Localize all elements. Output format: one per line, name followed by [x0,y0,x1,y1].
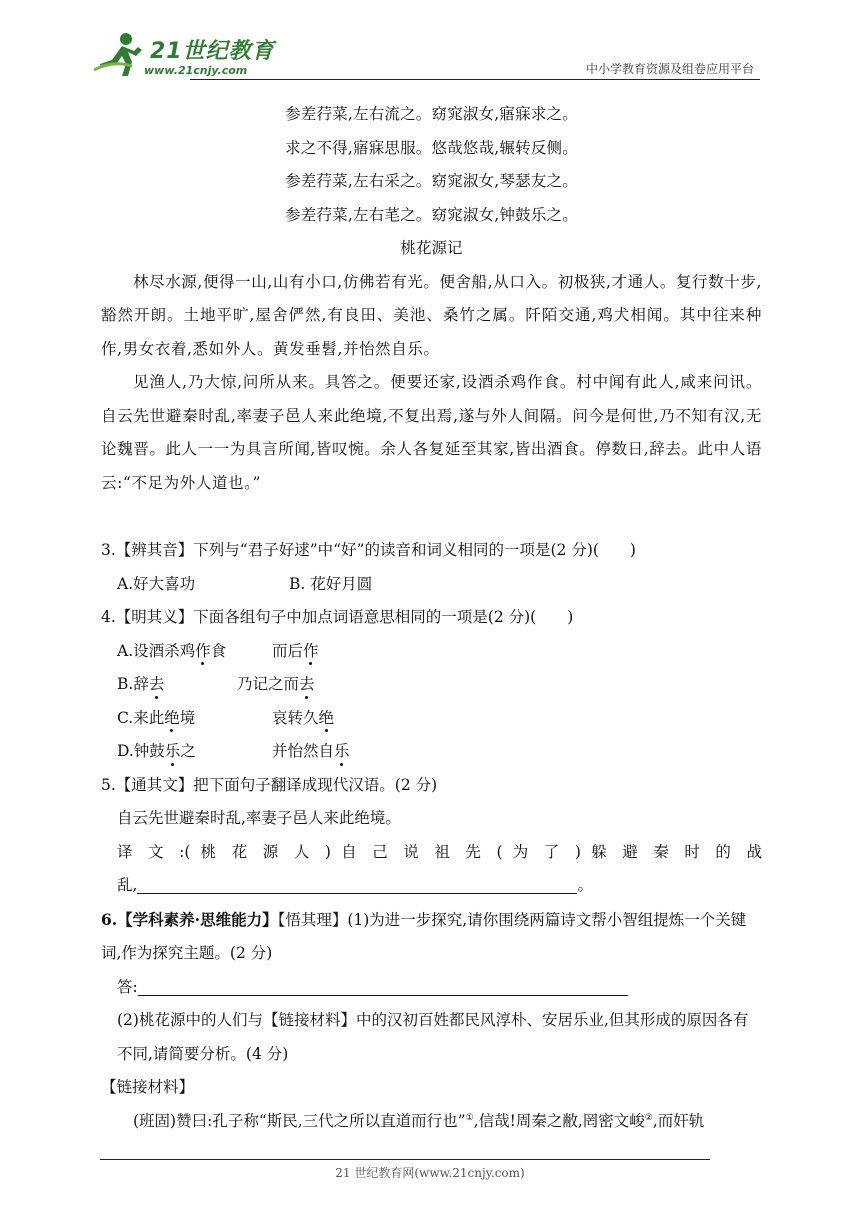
answer-blank[interactable] [138,975,628,996]
question-5-stem: 5.【通其文】把下面句子翻译成现代汉语。(2 分) [101,775,438,794]
poem-line: 参差荇菜,左右芼之。窈窕淑女,钟鼓乐之。 [285,205,578,224]
header-divider [190,79,760,80]
footnote-mark: ② [644,1112,653,1123]
option-a[interactable] [101,635,762,669]
text: 乱, [117,876,138,894]
text: 哀转久 [272,708,319,727]
text: D.钟鼓 [117,742,165,760]
poem-line: 参差荇菜,左右采之。窈窕淑女,琴瑟友之。 [285,172,578,190]
option-b[interactable]: B. 花好月圆 [289,574,373,593]
question-3-options [101,568,762,602]
dotted-word: 乐 [334,735,350,769]
text: 乃记之而 [237,675,300,693]
runner-logo-icon [92,30,148,78]
text: 而后 [272,641,304,660]
dotted-word: 乐 [165,735,181,769]
logo-url: www.21cnjy.com [144,64,248,77]
text: C.来此 [117,708,165,727]
text: 。 [577,876,593,894]
footnote-mark: ① [465,1112,474,1123]
dotted-word: 去 [149,668,165,702]
linked-material-text [101,1105,762,1139]
dotted-word: 绝 [164,702,180,736]
dotted-word: 作 [303,635,319,669]
document-body [101,98,762,1138]
page-header [0,0,860,82]
footer-divider [100,1159,710,1160]
text: (班固)赞曰:孔子称“斯民,三代之所以直道而行也” [133,1111,466,1130]
essay-paragraph-1: 林尽水源,便得一山,山有小口,仿佛若有光。便舍船,从口入。初极狭,才通人。复行数十步,豁然开朗。土地平旷,屋舍俨然,有良田、美池、桑竹之属。阡陌交通,鸡犬相闻。其中往来种作,男女衣着,悉如外人。黄发垂髫,并怡然自乐。 [101,272,762,358]
spacer [101,500,762,522]
translation-line-2 [101,869,762,903]
question-6-answer [101,971,762,1005]
question-6-stem [101,903,762,971]
poem-line: 求之不得,寤寐思服。悠哉悠哉,辗转反侧。 [285,138,578,157]
option-b[interactable] [101,668,762,702]
text: A.设酒杀鸡 [117,641,196,660]
option-d[interactable] [101,735,762,769]
poem-line: 参差荇菜,左右流之。窈窕淑女,寤寐求之。 [285,105,578,123]
essay-title: 桃花源记 [400,239,463,257]
linked-material-title: 【链接材料】 [101,1078,195,1096]
text: B.辞 [117,675,149,693]
option-c[interactable] [101,702,762,736]
dotted-word: 去 [299,668,315,702]
platform-name: 中小学教育资源及组卷应用平台 [585,62,754,76]
question-4-stem: 4.【明其义】下面各组句子中加点词语意思相同的一项是(2 分)( ) [101,608,574,626]
logo-text: 21世纪教育 [150,39,275,64]
question-3-stem: 3.【辨其音】下列与“君子好逑”中“好”的读音和词义相同的一项是(2 分)( ) [101,541,636,559]
option-a[interactable]: A.好大喜功 [117,574,196,593]
dotted-word: 绝 [319,702,335,736]
text: ,信哉!周秦之敝,罔密文峻 [473,1111,645,1130]
text: 境 [179,708,196,727]
text: ,而奸轨 [652,1111,705,1130]
text: 之 [180,742,196,760]
dotted-word: 作 [195,635,211,669]
spacer [101,522,762,534]
question-6-part-2: (2)桃花源中的人们与【链接材料】中的汉初百姓都民风淳朴、安居乐业,但其形成的原因各有不同,请简要分析。(4 分) [117,1011,749,1063]
answer-label: 答: [117,977,138,996]
text: 并怡然自 [272,742,335,760]
site-logo[interactable] [92,30,282,80]
translation-line-1: 译 文 :( 桃 花 源 人 ) 自 己 说 祖 先 ( 为 了 ) 躲 避 秦 时 的 战 [117,842,762,861]
essay-paragraph-2: 见渔人,乃大惊,问所从来。具答之。便要还家,设酒杀鸡作食。村中闻有此人,咸来问讯。自云先世避秦时乱,率妻子邑人来此绝境,不复出焉,遂与外人间隔。问今是何世,乃不知有汉,无论魏晋。此人一一为具言所闻,皆叹惋。余人各复延至其家,皆出酒食。停数日,辞去。此中人语云:“不足为外人道也。” [101,373,762,492]
answer-blank[interactable] [137,873,577,894]
question-5-sentence: 自云先世避秦时乱,率妻子邑人来此绝境。 [117,809,401,827]
question-6-tag: 6.【学科素养·思维能力】 [101,909,278,929]
text: 食 [210,641,227,660]
text: 【悟其理】(1)为进一步探究,请你围绕两篇诗文帮小智组提炼一个关键词,作为探究主题。(2 分) [101,910,747,962]
page-footer[interactable]: 21 世纪教育网(www.21cnjy.com) [335,1166,525,1180]
